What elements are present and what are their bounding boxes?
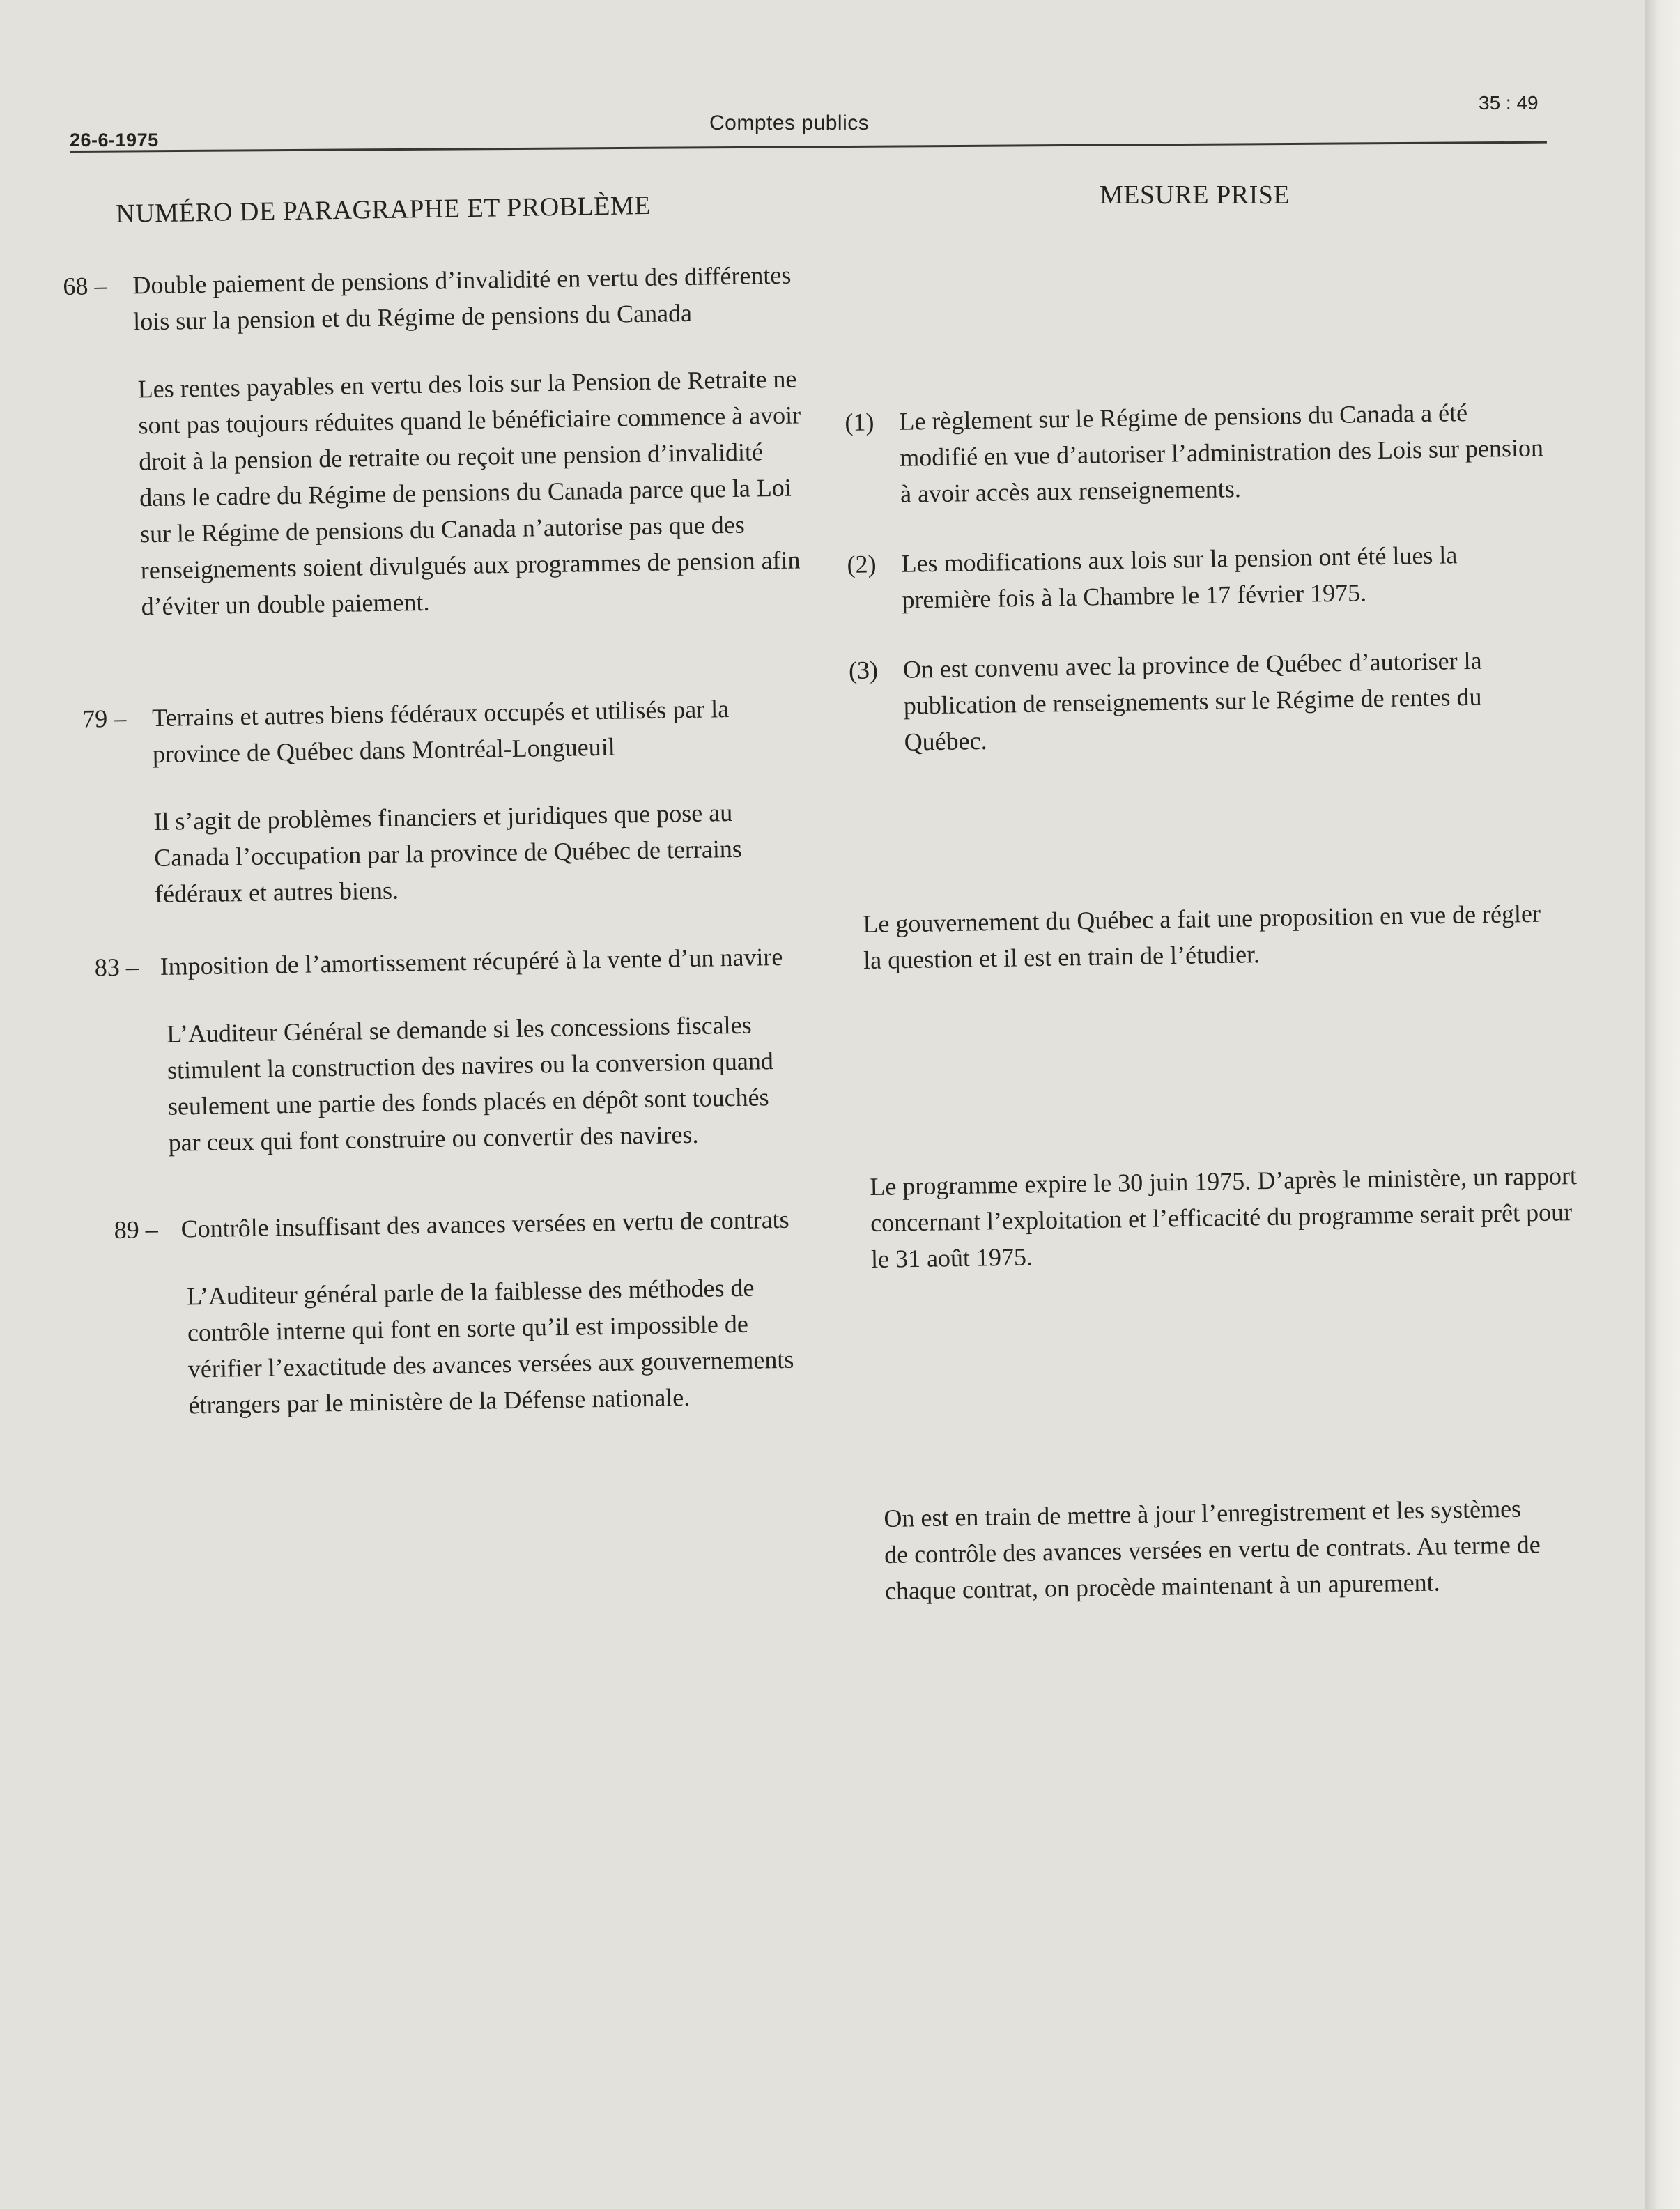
response-79: Le gouvernement du Québec a fait une proposition en vue de régler la question et il est en train de l’étudier. [863,899,1541,974]
item-heading [77,1201,817,1249]
response-item [845,393,1546,513]
response-item [849,641,1550,761]
item-heading [70,689,810,773]
item-title: Double paiement de pensions d’invalidité en vertu des différentes lois sur la pension et du Régime de pensions du Canada [132,261,792,336]
response-item-number: (2) [847,550,877,578]
item-title: Imposition de l’amortissement récupéré à la vente d’un navire [160,942,783,980]
item-68 [63,256,807,626]
response-item-text: Le règlement sur le Régime de pensions du Canada a été modifié en vue d’autoriser l’administration des Lois sur pension à avoir accès aux renseignements. [899,398,1544,508]
header-page-number: 35 : 49 [1479,92,1539,114]
right-column-heading: MESURE PRISE [1100,180,1290,210]
header-title: Comptes publics [709,111,870,134]
item-heading [63,256,803,341]
item-heading [73,938,812,986]
response-item-number: (3) [848,656,879,684]
item-description: Il s’agit de problèmes financiers et juridiques que pose au Canada l’occupation par la province de Québec de terrains fédéraux et autres biens. [153,799,743,909]
item-79 [70,689,812,914]
item-number: 89 – [114,1215,158,1245]
response-item-text: Les modifications aux lois sur la pension ont été lues la première fois à la Chambre le 17 février 1975. [901,541,1458,614]
issues-column [63,256,819,1424]
item-title: Terrains et autres biens fédéraux occupés et utilisés par la province de Québec dans Montréal-Longueuil [151,695,730,769]
header-date: 26-6-1975 [70,130,159,151]
item-number: 79 – [82,704,127,733]
item-89 [77,1201,819,1425]
item-description: L’Auditeur général parle de la faiblesse des méthodes de contrôle interne qui font en sorte qu’il est impossible de vérifier l’exactitude des avances versées aux gouvernements étrangers par le ministère de la Défense nationale. [186,1273,794,1419]
item-number: 68 – [63,272,107,300]
response-item-number: (1) [845,408,874,436]
response-item-text: On est convenu avec la province de Québec d’autoriser la publication de renseignements sur le Régime de rentes du Québec. [902,646,1482,756]
page-edge [1645,0,1680,2209]
response-89: On est en train de mettre à jour l’enregistrement et les systèmes de contrôle des avances versées en vertu de contrats. Au terme de chaque contrat, on procède maintenant à un apurement. [884,1494,1541,1605]
response-68 [845,393,1550,761]
item-description: L’Auditeur Général se demande si les concessions fiscales stimulent la construction des navires ou la conversion quand seulement une partie des fonds placés en dépôt sont touchés par ceux qui font construire ou convertir des navires. [166,1010,774,1157]
header-rule [70,141,1547,153]
left-column-heading: NUMÉRO DE PARAGRAPHE ET PROBLÈME [116,190,652,229]
item-number: 83 – [94,953,139,982]
response-item [847,535,1548,619]
item-83 [73,938,815,1162]
item-description: Les rentes payables en vertu des lois sur la Pension de Retraite ne sont pas toujours réduites quand le bénéficiaire commence à avoir droit à la pension de retraite ou reçoit une pension d’invalidité dans le cadre du Régime de pensions du Canada parce que la Loi sur le Régime de pensions du Canada n’autorise pas que des renseignements soient divulgués aux programmes de pension afin d’éviter un double paiement. [137,364,801,621]
response-83: Le programme expire le 30 juin 1975. D’après le ministère, un rapport concernant l’exploitation et l’efficacité du programme serait prêt pour le 31 août 1975. [870,1162,1578,1273]
item-title: Contrôle insuffisant des avances versées en vertu de contrats [180,1205,789,1243]
